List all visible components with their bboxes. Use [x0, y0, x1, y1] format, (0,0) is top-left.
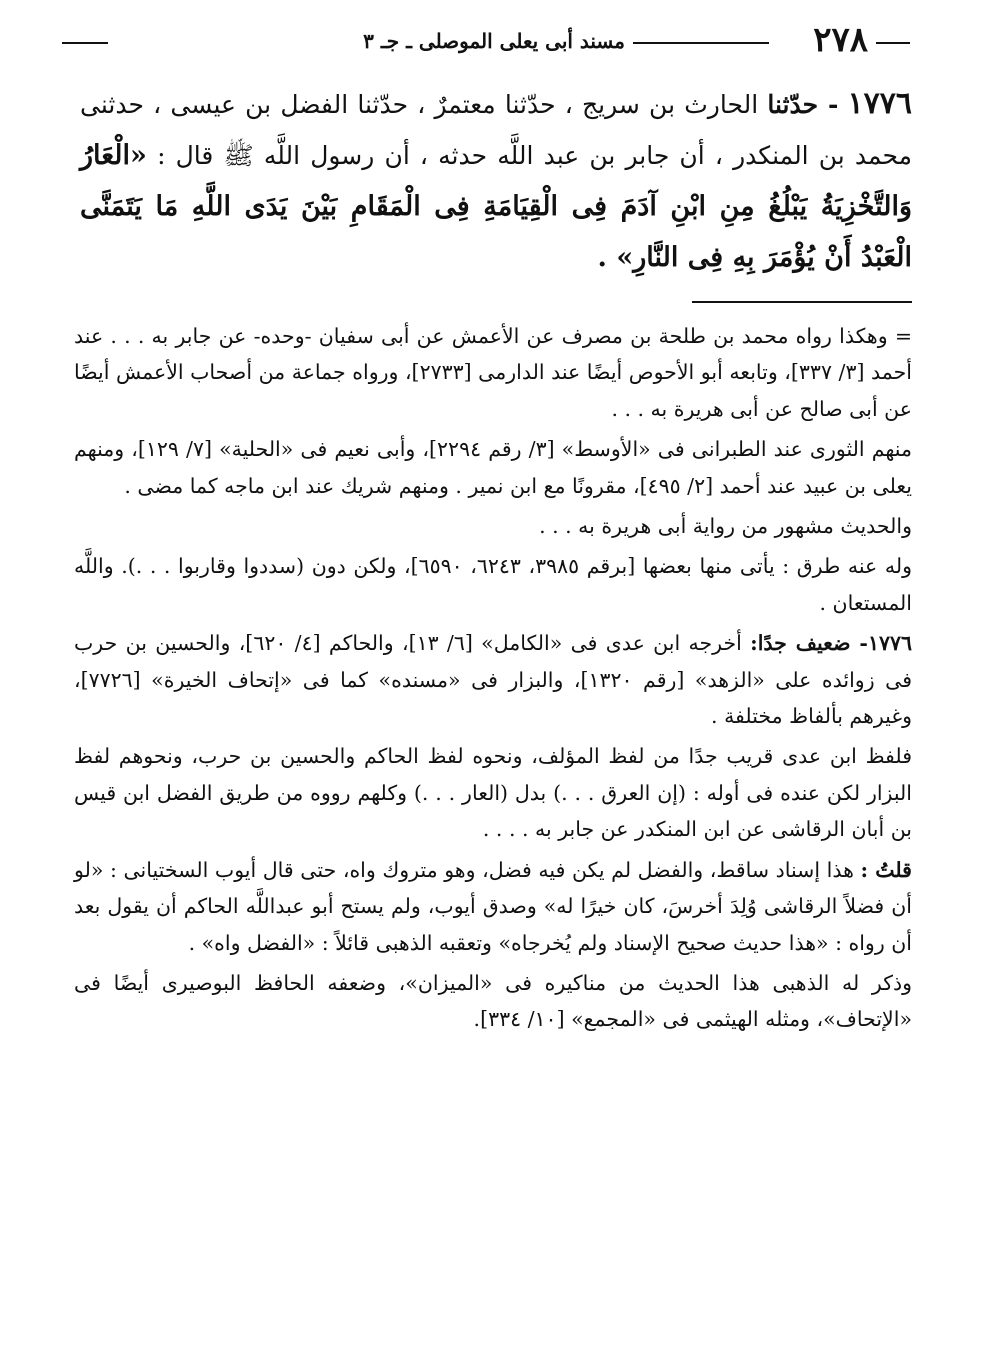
footnotes — [74, 318, 912, 1042]
header-rule-left — [62, 42, 108, 44]
footnote-continuation: = وهكذا رواه محمد بن طلحة بن مصرف عن الأعمش عن أبى سفيان -وحده- عن جابر به . . . عند أحمد [٣/ ٣٣٧]، وتابعه أبو الأحوص أيضًا عند الدارمى [٢٧٣٣]، ورواه جماعة من أصحاب الأعمش أيضًا عن أبى صالح عن أبى هريرة به . . . — [74, 324, 912, 421]
comment-text: هذا إسناد ساقط، والفضل لم يكن فيه فضل، وهو متروك واه، حتى قال أيوب السختيانى : «لو أن فضلاً الرقاشى وُلِدَ أخرسَ، كان خيرًا له» وصدق أيوب، ولم يستح أبو عبداللَّه الحاكم أن يقول بعد أن رواه : «هذا حديث صحيح الإسناد ولم يُخرجاه» وتعقبه الذهبى قائلاً : «الفضل واه» . — [74, 857, 912, 955]
book-title: مسند أبى يعلى الموصلى ـ جـ ٣ — [363, 29, 625, 53]
running-header — [62, 20, 910, 60]
grading-label: ١٧٧٦- ضعيف جدًا: — [750, 631, 912, 656]
hadith-matn: «الْعَارُ وَالتَّخْزِيَةُ يَبْلُغُ مِنِ ابْنِ آدَمَ فِى الْقِيَامَةِ فِى الْمَقَامِ بَيْنَ يَدَى اللَّهِ مَا يَتَمَنَّى الْعَبْدُ أَنْ يُؤْمَرَ بِهِ فِى النَّارِ» . — [80, 140, 912, 273]
hadith-isnad: الحارث بن سريج ، حدّثنا معتمرٌ ، حدّثنا الفضل بن عيسى ، حدثنى محمد بن المنكدر ، أن جابر بن عبد اللَّه حدثه ، أن رسول اللَّه ﷺ قال : — [80, 90, 913, 170]
footnote-paragraph: والحديث مشهور من رواية أبى هريرة به . . . — [539, 514, 912, 539]
page-number: ٢٧٨ — [813, 20, 868, 60]
footnote-author-comment — [74, 852, 912, 961]
footnote-paragraph: فلفظ ابن عدى قريب جدًا من لفظ المؤلف، ونحوه لفظ الحاكم والحسين بن حرب، ونحوهم لفظ البزار لكن عنده فى أوله : (إن العرق . . .) بدل (العار . . .) وكلهم رووه من طريق الفضل ابن قيس بن أبان الرقاشى عن ابن المنكدر عن جابر به . . . . — [74, 744, 912, 842]
footnote-paragraph: منهم الثورى عند الطبرانى فى «الأوسط» [٣/ رقم ٢٢٩٤]، وأبى نعيم فى «الحلية» [٧/ ١٢٩]، ومنهم يعلى بن عبيد عند أحمد [٢/ ٤٩٥]، مقرونًا مع ابن نمير . ومنهم شريك عند ابن ماجه كما مضى . — [74, 437, 912, 498]
hadith-number: ١٧٧٦ — [847, 86, 912, 121]
hadith-text — [80, 78, 912, 283]
footnote-hadith-grading — [74, 625, 912, 734]
hadith-lead: - حدّثنا — [767, 90, 839, 119]
footnote-paragraph: وذكر له الذهبى هذا الحديث من مناكيره فى «الميزان»، وضعفه الحافظ البوصيرى أيضًا فى «الإتحاف»، ومثله الهيثمى فى «المجمع» [١٠/ ٣٣٤]. — [74, 970, 912, 1032]
footnote-paragraph: وله عنه طرق : يأتى منها بعضها [برقم ٣٩٨٥، ٦٢٤٣، ٦٥٩٠]، ولكن دون (سددوا وقاربوا . . .). واللَّه المستعان . — [74, 554, 912, 615]
grading-text: أخرجه ابن عدى فى «الكامل» [٦/ ١٣]، والحاكم [٤/ ٦٢٠]، والحسين بن حرب فى زوائده على «الزهد» [رقم ١٣٢٠]، والبزار فى «مسنده» كما فى «إتحاف الخيرة» [٧٧٢٦]، وغيرهم بألفاظ مختلفة . — [74, 631, 912, 729]
footnote-separator — [692, 301, 912, 303]
comment-label: قلتُ : — [860, 857, 912, 882]
header-rule-middle — [633, 42, 769, 44]
header-rule-right — [876, 42, 910, 44]
